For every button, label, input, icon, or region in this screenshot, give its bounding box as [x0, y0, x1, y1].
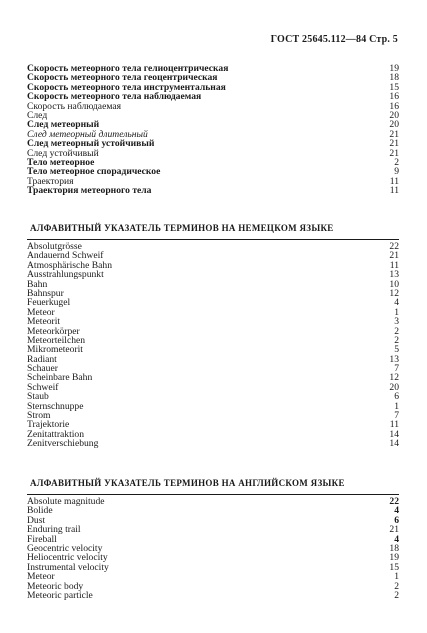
- index-row: [27, 270, 399, 279]
- index-page: 20: [389, 381, 399, 393]
- index-page: 21: [389, 128, 399, 140]
- index-term: Schauer: [27, 364, 58, 374]
- index-term: Dust: [27, 515, 46, 526]
- index-term: Траектория: [27, 176, 74, 187]
- index-term: Sternschnuppe: [27, 401, 84, 412]
- index-page: 5: [394, 344, 399, 356]
- index-page: 7: [394, 363, 399, 375]
- index-term: Meteoric particle: [27, 590, 93, 601]
- index-term: Enduring trail: [27, 525, 81, 535]
- index-row: [27, 525, 399, 534]
- index-page: 16: [389, 100, 399, 112]
- index-row: [27, 73, 399, 82]
- index-row: [27, 373, 399, 382]
- index-term: Скорость метеорного тела гелиоцентрическая: [27, 64, 229, 74]
- index-term: След метеорный: [27, 120, 100, 130]
- index-row: [27, 92, 399, 101]
- index-page: 10: [389, 278, 399, 290]
- index-term: След метеорный длительный: [27, 129, 148, 140]
- index-page: 3: [394, 316, 399, 328]
- index-term: Radiant: [27, 354, 57, 365]
- index-row: [27, 506, 399, 515]
- index-term: Zenitverschiebung: [27, 439, 99, 449]
- index-row: [27, 83, 399, 92]
- index-page: 4: [394, 505, 399, 517]
- index-row: [27, 420, 399, 429]
- index-term: Absolutgrösse: [27, 242, 82, 252]
- index-term: Meteoric body: [27, 581, 84, 591]
- index-row: [27, 582, 399, 591]
- index-term: След метеорный устойчивый: [27, 139, 155, 149]
- index-row: [27, 149, 399, 158]
- index-row: [27, 355, 399, 364]
- index-page: 20: [389, 119, 399, 131]
- index-page: 14: [389, 438, 399, 450]
- index-term: Atmosphärische Bahn: [27, 260, 112, 271]
- index-page: 19: [389, 63, 399, 74]
- index-page: 6: [394, 391, 399, 403]
- index-row: [27, 177, 399, 186]
- index-row: [27, 591, 399, 600]
- index-term: Скорость метеорного тела наблюдаемая: [27, 92, 202, 102]
- index-page: 9: [394, 166, 399, 178]
- index-row: [27, 158, 399, 167]
- index-page: 15: [389, 561, 399, 573]
- index-page: 11: [389, 259, 399, 271]
- index-row: [27, 139, 399, 148]
- index-row: [27, 298, 399, 307]
- index-row: [27, 120, 399, 129]
- index-row: [27, 308, 399, 317]
- index-row: [27, 130, 399, 139]
- index-term: Скорость метеорного тела геоцентрическая: [27, 73, 218, 83]
- index-term: Fireball: [27, 534, 57, 544]
- german-index-heading: АЛФАВИТНЫЙ УКАЗАТЕЛЬ ТЕРМИНОВ НА НЕМЕЦКОМ ЯЗЫКЕ: [30, 223, 334, 233]
- index-row: [27, 102, 399, 111]
- index-page: 1: [394, 400, 399, 412]
- index-row: [27, 64, 399, 73]
- index-row: [27, 383, 399, 392]
- index-page: 1: [394, 306, 399, 318]
- index-page: 12: [389, 372, 399, 384]
- index-term: Ausstrahlungspunkt: [27, 270, 104, 280]
- index-term: Скорость наблюдаемая: [27, 101, 122, 111]
- index-row: [27, 430, 399, 439]
- index-page: 11: [389, 175, 399, 187]
- index-row: [27, 535, 399, 544]
- index-page: 2: [394, 156, 399, 168]
- index-term: Schweif: [27, 382, 59, 393]
- index-row: [27, 336, 399, 345]
- index-term: Bahnspur: [27, 288, 64, 299]
- index-page: 2: [394, 589, 399, 601]
- index-page: 21: [389, 147, 399, 159]
- index-page: 21: [389, 524, 399, 536]
- index-term: Тело метеорное спорадическое: [27, 167, 161, 177]
- index-row: [27, 345, 399, 354]
- index-term: Тело метеорное: [27, 157, 95, 168]
- index-term: Bahn: [27, 279, 48, 289]
- index-term: Scheinbare Bahn: [27, 373, 93, 383]
- index-page: 18: [389, 72, 399, 84]
- index-term: Heliocentric velocity: [27, 553, 108, 563]
- index-row: [27, 553, 399, 562]
- index-term: Geocentric velocity: [27, 543, 103, 554]
- index-page: 13: [389, 353, 399, 365]
- index-page: 21: [389, 138, 399, 150]
- index-page: 12: [389, 287, 399, 299]
- index-row: [27, 317, 399, 326]
- index-page: 11: [389, 185, 399, 197]
- index-row: [27, 544, 399, 553]
- index-term: Zenitattraktion: [27, 429, 85, 440]
- index-term: Meteorkörper: [27, 326, 80, 336]
- index-term: След устойчивый: [27, 148, 99, 158]
- index-row: [27, 327, 399, 336]
- index-row: [27, 439, 399, 448]
- index-page: 14: [389, 428, 399, 440]
- index-page: 4: [394, 533, 399, 545]
- index-term: Feuerkugel: [27, 298, 71, 308]
- index-page: 19: [389, 552, 399, 564]
- index-row: [27, 111, 399, 120]
- index-term: Instrumental velocity: [27, 562, 109, 573]
- index-page: 7: [394, 410, 399, 422]
- index-term: Meteorit: [27, 317, 61, 327]
- index-term: Strom: [27, 411, 51, 421]
- index-row: [27, 242, 399, 251]
- index-page: 4: [394, 297, 399, 309]
- english-index: [27, 497, 399, 600]
- index-row: [27, 516, 399, 525]
- index-row: [27, 261, 399, 270]
- index-page: 11: [389, 419, 399, 431]
- index-row: [27, 402, 399, 411]
- russian-index: [27, 64, 399, 195]
- page-header: ГОСТ 25645.112—84 Стр. 5: [270, 34, 398, 45]
- index-row: [27, 167, 399, 176]
- index-term: Meteor: [27, 307, 55, 318]
- index-page: 15: [389, 81, 399, 93]
- index-term: Траектория метеорного тела: [27, 186, 152, 196]
- index-term: Absolute magnitude: [27, 497, 105, 507]
- index-row: [27, 280, 399, 289]
- index-page: 21: [389, 250, 399, 262]
- index-row: [27, 289, 399, 298]
- index-page: 22: [389, 496, 399, 507]
- index-page: 1: [394, 571, 399, 583]
- index-row: [27, 392, 399, 401]
- index-term: След: [27, 110, 48, 121]
- section-divider: [27, 239, 399, 240]
- index-row: [27, 411, 399, 420]
- index-row: [27, 186, 399, 195]
- index-page: 2: [394, 325, 399, 337]
- index-row: [27, 251, 399, 260]
- index-page: 20: [389, 109, 399, 121]
- index-page: 2: [394, 580, 399, 592]
- index-row: [27, 497, 399, 506]
- index-page: 6: [394, 514, 399, 526]
- index-term: Andauernd Schweif: [27, 251, 104, 261]
- english-index-heading: АЛФАВИТНЫЙ УКАЗАТЕЛЬ ТЕРМИНОВ НА АНГЛИЙСКОМ ЯЗЫКЕ: [30, 478, 345, 488]
- index-term: Meteorteilchen: [27, 335, 86, 346]
- index-term: Bolide: [27, 506, 53, 516]
- index-page: 22: [389, 241, 399, 252]
- index-page: 18: [389, 542, 399, 554]
- index-row: [27, 364, 399, 373]
- index-row: [27, 572, 399, 581]
- german-index: [27, 242, 399, 449]
- index-term: Staub: [27, 392, 49, 402]
- index-term: Meteor: [27, 572, 55, 582]
- index-page: 13: [389, 269, 399, 281]
- index-term: Скорость метеорного тела инструментальная: [27, 82, 226, 93]
- index-term: Mikrometeorit: [27, 345, 83, 355]
- index-page: 16: [389, 91, 399, 103]
- index-row: [27, 563, 399, 572]
- section-divider: [27, 494, 399, 495]
- index-page: 2: [394, 334, 399, 346]
- index-term: Trajektorie: [27, 420, 70, 430]
